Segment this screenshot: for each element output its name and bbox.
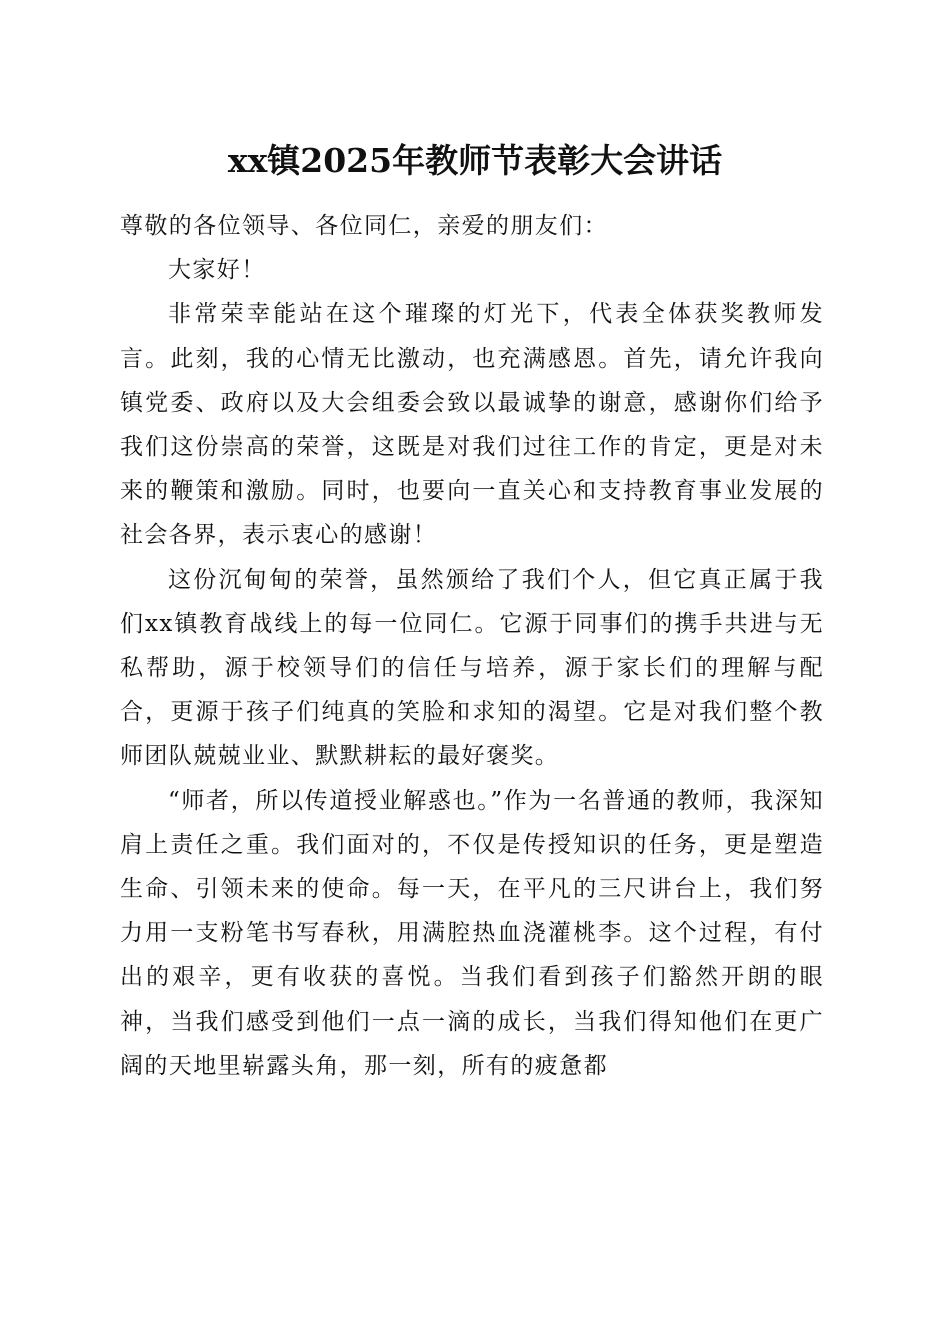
greeting: 大家好！ <box>168 257 266 284</box>
paragraph-3: “师者，所以传道授业解惑也。”作为一名普通的教师，我深知肩上责任之重。我们面对的，不仅是传授知识的任务，更是塑造生命、引领未来的使命。每一天，在平凡的三尺讲台上，我们努力用一支粉笔书写春秋，用满腔热血浇灌桃李。这个过程，有付出的艰辛，更有收获的喜悦。当我们看到孩子们豁然开朗的眼神，当我们感受到他们一点一滴的成长，当我们得知他们在更广阔的天地里崭露头角，那一刻，所有的疲惫都 <box>120 787 824 1079</box>
page-title: xx镇2025年教师节表彰大会讲话 <box>227 141 723 180</box>
paragraph-1: 非常荣幸能站在这个璀璨的灯光下，代表全体获奖教师发言。此刻，我的心情无比激动，也充满感恩。首先，请允许我向镇党委、政府以及大会组委会致以最诚挚的谢意，感谢你们给予我们这份崇高的荣誉，这既是对我们过往工作的肯定，更是对未来的鞭策和激励。同时，也要向一直关心和支持教育事业发展的社会各界，表示衷心的感谢！ <box>120 301 824 549</box>
document-body <box>120 204 824 1088</box>
paragraph-2: 这份沉甸甸的荣誉，虽然颁给了我们个人，但它真正属于我们xx镇教育战线上的每一位同仁。它源于同事们的携手共进与无私帮助，源于校领导们的信任与培养，源于家长们的理解与配合，更源于孩子们纯真的笑脸和求知的渴望。它是对我们整个教师团队兢兢业业、默默耕耘的最好褒奖。 <box>120 566 824 770</box>
salutation: 尊敬的各位领导、各位同仁，亲爱的朋友们： <box>120 213 608 239</box>
